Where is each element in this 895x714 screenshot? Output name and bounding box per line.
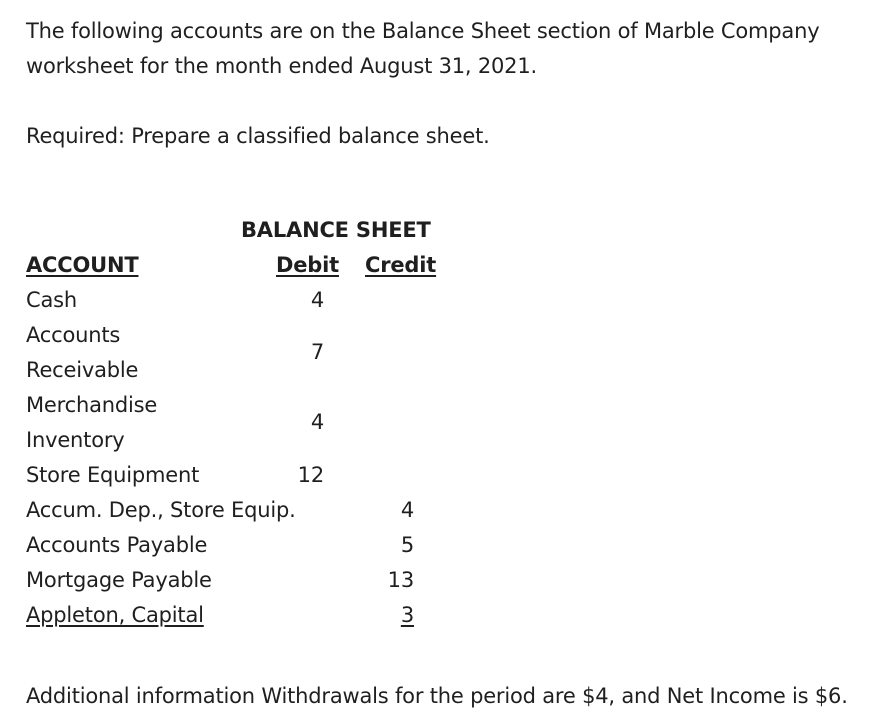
- table-title: BALANCE SHEET: [241, 218, 431, 242]
- table-row-account-continued: Inventory: [26, 428, 125, 452]
- table-row-credit: 4: [400, 498, 414, 522]
- intro-line-2: worksheet for the month ended August 31, 2021.: [26, 54, 537, 78]
- additional-information: Additional information Withdrawals for the period are $4, and Net Income is $6.: [26, 684, 848, 708]
- table-row-account: Mortgage Payable: [26, 568, 212, 592]
- required-instruction: Required: Prepare a classified balance sheet.: [26, 124, 490, 148]
- table-row-account: Merchandise: [26, 393, 158, 417]
- table-row-debit: 7: [310, 340, 324, 364]
- account-column-header: ACCOUNT: [26, 253, 139, 277]
- table-row-debit: 12: [297, 463, 324, 487]
- table-row-debit: 4: [310, 410, 324, 434]
- table-row-account: Store Equipment: [26, 463, 200, 487]
- table-row-account: Accum. Dep., Store Equip.: [26, 498, 296, 522]
- table-row-credit-value: 3: [400, 603, 414, 627]
- credit-column-header: Credit: [365, 253, 437, 277]
- debit-column-header: Debit: [276, 253, 339, 277]
- table-row-account: Cash: [26, 288, 77, 312]
- table-row-credit: 5: [400, 533, 414, 557]
- intro-line-1: The following accounts are on the Balance Sheet section of Marble Company: [26, 19, 820, 43]
- table-row-debit: 4: [310, 288, 324, 312]
- table-row-account-continued: Receivable: [26, 358, 139, 382]
- table-row-account: Appleton, Capital: [26, 603, 204, 627]
- table-row-credit: [370, 605, 414, 626]
- table-row-account: Accounts: [26, 323, 121, 347]
- table-row-credit: 13: [387, 568, 414, 592]
- table-row-account: Accounts Payable: [26, 533, 208, 557]
